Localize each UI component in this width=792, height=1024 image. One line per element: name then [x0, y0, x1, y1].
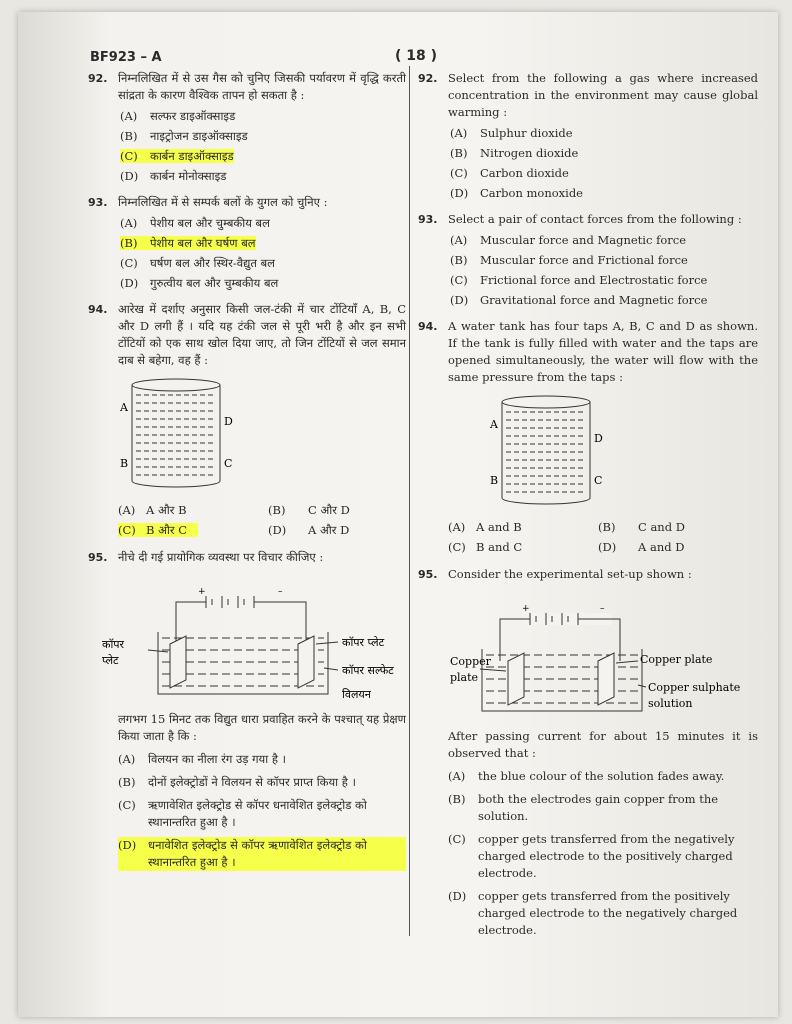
water-tank-diagram — [118, 375, 406, 498]
question-number: 95. — [88, 551, 108, 564]
svg-text:plate: plate — [450, 671, 479, 684]
option-a: (A) विलयन का नीला रंग उड़ गया है । — [118, 752, 286, 766]
tap-label-b: B — [120, 457, 129, 470]
option-b: (B) Muscular force and Frictional force — [450, 253, 688, 267]
question-92-english — [418, 70, 758, 203]
option-d: (D) copper gets transferred from the positively charged electrode to the negatively charged electrode. — [448, 889, 738, 937]
option-d: (D) कार्बन मोनोक्साइड — [120, 169, 227, 183]
observation-text: After passing current for about 15 minutes it is observed that : — [448, 729, 758, 760]
option-a: (A) Sulphur dioxide — [450, 126, 573, 140]
question-93-english — [418, 211, 758, 310]
option-c-highlighted: (C) B और C — [118, 522, 268, 539]
hindi-column — [88, 70, 406, 877]
svg-text:कॉपर प्लेट: कॉपर प्लेट — [342, 636, 385, 649]
svg-text:प्लेट: प्लेट — [102, 654, 119, 667]
electrolysis-diagram — [88, 572, 406, 707]
tap-label-d: D — [224, 415, 233, 428]
option-d: (D) Carbon monoxide — [450, 186, 583, 200]
option-b: (B) नाइट्रोजन डाइऑक्साइड — [120, 129, 248, 143]
question-94-hindi — [88, 301, 406, 539]
question-text: आरेख में दर्शाए अनुसार किसी जल-टंकी में चार टोंटियाँ A, B, C और D लगी हैं । यदि यह टंकी जल से पूरी भरी है और इन सभी टोंटियों को एक साथ खोल दिया जाए, तो जिन टोंटियों से जल समान दाब से बहेगा, वह हैं : — [118, 302, 406, 367]
option-c-highlighted: (C) कार्बन डाइऑक्साइड — [120, 149, 234, 163]
question-93-hindi — [88, 194, 406, 293]
option-d: (D) Gravitational force and Magnetic force — [450, 293, 708, 307]
question-number: 92. — [88, 72, 108, 85]
option-a: (A) सल्फर डाइऑक्साइड — [120, 109, 236, 123]
option-a: (A) Muscular force and Magnetic force — [450, 233, 687, 247]
tap-label-a: A — [490, 418, 498, 431]
question-text: निम्नलिखित में से सम्पर्क बलों के युगल को चुनिए : — [118, 195, 328, 209]
option-b: (B) C and D — [598, 520, 685, 534]
question-number: 94. — [418, 320, 438, 333]
svg-text:कॉपर: कॉपर — [102, 638, 125, 651]
question-number: 95. — [418, 568, 438, 581]
page-number: ( 18 ) — [395, 48, 438, 64]
tap-label-c: C — [594, 474, 603, 487]
option-b: (B) C और D — [268, 503, 350, 517]
option-d: (D) A और D — [268, 523, 350, 537]
tap-label-c: C — [224, 457, 233, 470]
option-a: (A) A और B — [118, 503, 187, 517]
option-c: (C) B and C — [448, 540, 523, 554]
option-d: (D) गुरुत्वीय बल और चुम्बकीय बल — [120, 276, 279, 290]
question-number: 94. — [88, 303, 108, 316]
english-column — [418, 70, 758, 945]
question-text: नीचे दी गई प्रायोगिक व्यवस्था पर विचार कीजिए : — [118, 550, 324, 564]
question-text: Select a pair of contact forces from the following : — [448, 212, 742, 226]
option-c: (C) Frictional force and Electrostatic force — [450, 273, 708, 287]
question-number: 93. — [88, 196, 108, 209]
question-text: Consider the experimental set-up shown : — [448, 567, 692, 581]
option-a: (A) the blue colour of the solution fades away. — [448, 769, 725, 783]
svg-text:Copper plate: Copper plate — [640, 653, 713, 666]
svg-text:+: + — [522, 604, 530, 614]
question-text: निम्नलिखित में से उस गैस को चुनिए जिसकी पर्यावरण में वृद्धि करती सांद्रता के कारण वैश्विक तापन हो सकता है : — [118, 71, 406, 102]
option-d-highlighted: (D) धनावेशित इलेक्ट्रोड से कॉपर ऋणावेशित इलेक्ट्रोड को स्थानान्तरित हुआ है । — [118, 837, 406, 871]
svg-text:Copper sulphate: Copper sulphate — [648, 681, 741, 694]
question-number: 93. — [418, 213, 438, 226]
svg-text:–: – — [278, 587, 283, 597]
question-92-hindi — [88, 70, 406, 186]
option-a: (A) पेशीय बल और चुम्बकीय बल — [120, 216, 270, 230]
svg-text:विलयन: विलयन — [342, 688, 371, 701]
electrolysis-diagram — [418, 589, 758, 724]
booklet-code: BF923 – A — [90, 50, 162, 65]
option-b: (B) Nitrogen dioxide — [450, 146, 579, 160]
water-tank-diagram — [488, 392, 758, 515]
svg-text:Copper: Copper — [450, 655, 491, 668]
option-c: (C) Carbon dioxide — [450, 166, 569, 180]
svg-text:solution: solution — [648, 697, 693, 710]
option-a: (A) A and B — [448, 520, 522, 534]
question-95-english — [418, 566, 758, 939]
option-b: (B) दोनों इलेक्ट्रोडों ने विलयन से कॉपर प्राप्त किया है । — [118, 775, 356, 789]
column-divider — [409, 66, 410, 936]
option-c: (C) ऋणावेशित इलेक्ट्रोड से कॉपर धनावेशित इलेक्ट्रोड को स्थानान्तरित हुआ है । — [118, 798, 367, 829]
question-text: Select from the following a gas where increased concentration in the environment may cause global warming : — [448, 71, 758, 119]
option-b: (B) both the electrodes gain copper from the solution. — [448, 792, 719, 823]
svg-text:कॉपर सल्फेट: कॉपर सल्फेट — [342, 664, 394, 677]
question-94-english — [418, 318, 758, 556]
observation-text: लगभग 15 मिनट तक विद्युत धारा प्रवाहित करने के पश्चात् यह प्रेक्षण किया जाता है कि : — [118, 712, 406, 743]
question-number: 92. — [418, 72, 438, 85]
option-c: (C) घर्षण बल और स्थिर-वैद्युत बल — [120, 256, 275, 270]
svg-text:+: + — [198, 587, 206, 597]
option-c: (C) copper gets transferred from the negatively charged electrode to the positively charged electrode. — [448, 832, 735, 880]
option-d: (D) A and D — [598, 540, 685, 554]
svg-text:–: – — [600, 604, 605, 614]
tap-label-a: A — [120, 401, 128, 414]
option-b-highlighted: (B) पेशीय बल और घर्षण बल — [120, 236, 256, 250]
tap-label-b: B — [490, 474, 499, 487]
question-95-hindi — [88, 549, 406, 871]
question-text: A water tank has four taps A, B, C and D as shown. If the tank is fully filled with water and the taps are opened simultaneously, the water will flow with the same pressure from the taps : — [448, 319, 758, 384]
tap-label-d: D — [594, 432, 603, 445]
